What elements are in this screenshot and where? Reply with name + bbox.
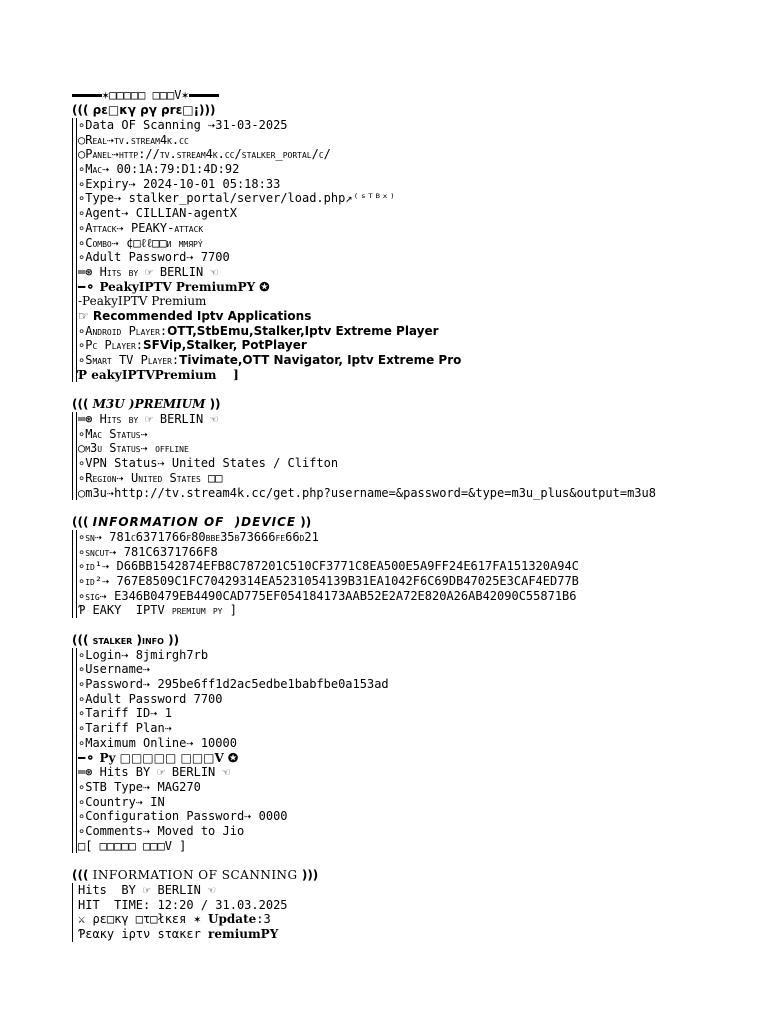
- configuration-password: ∘Configuration Password⇢ 0000: [78, 809, 288, 824]
- agent: ∘Agent⇢ CILLIAN-agentX: [78, 206, 237, 221]
- banner-bar-right: [189, 94, 219, 97]
- maximum-online: ∘Maximum Online⇢ 10000: [78, 735, 237, 750]
- device-id-1: ∘id¹⇢ D66BB1542874EFB8C787201C510CF3771C8EA500E5A9FF24E617FA151320A94C: [78, 559, 579, 574]
- section-3-block: [72, 530, 762, 618]
- region: ∘Region⇢ United States □□: [78, 470, 223, 485]
- section-title-3: ((( INFORMATION OF )DEVICE )): [72, 514, 312, 529]
- pc-player-value: SFVip,Stalker, PotPlayer: [143, 338, 307, 353]
- password: ∘Password⇢ 295be6ff1d2ac5edbe1babfbe0a153ad: [78, 677, 389, 692]
- section-1-block: [72, 118, 762, 382]
- android-player-line: [78, 324, 762, 339]
- android-player-label: ∘Android Player:: [78, 323, 168, 338]
- m3u-url: ○m3u⇢http://tv.stream4k.cc/get.php?username=&password=&type=m3u_plus&output=m3u8: [78, 485, 656, 500]
- serial-cut: ∘sncut⇢ 781C6371766F8: [78, 544, 218, 559]
- section-title-1: ((( ρε□κγ ργ ρrε□¡))): [72, 103, 216, 117]
- hits-by: ═⊛ Hits BY ☞ BERLIN ☜: [78, 765, 230, 780]
- android-player-value: OTT,StbEmu,Stalker,Iptv Extreme Player: [167, 323, 439, 338]
- mac-address: ∘Mac⇢ 00:1A:79:D1:4D:92: [78, 162, 240, 177]
- pc-player-line: [78, 338, 762, 353]
- smart-tv-player-line: [78, 353, 762, 368]
- signature: ∘sig⇢ E346B0479EB4490CAD775EF054184173AAB52E2A72E820A26AB42090C55871B6: [78, 588, 577, 603]
- login: ∘Login⇢ 8jmirgh7rb: [78, 647, 209, 662]
- banner-bar-left: [72, 94, 102, 97]
- premium-star-line: ━⚬ PeakyIPTV PremiumPY ✪: [78, 279, 270, 294]
- smart-tv-player-value: Tivimate,OTT Navigator, Iptv Extreme Pro: [179, 353, 462, 367]
- attack: ∘Attack⇢ PEAKY-attack: [78, 220, 204, 235]
- serial-number: ∘sn⇢ 781c6371766f80bbe35b73666fe66d21: [78, 529, 319, 544]
- combo: ∘Combo⇢ ¢□ℓℓ□□и мμяρý: [78, 235, 203, 250]
- section-5-block: [72, 883, 762, 942]
- iptv-scan-document: [72, 88, 762, 942]
- hits-by: ═⊛ Hits by ☞ BERLIN ☜: [78, 412, 218, 427]
- section-5-footer: Ƥεακу іρτν sτακεr remiumPY: [78, 927, 279, 942]
- section-4-block: [72, 648, 762, 854]
- stb-type: ∘STB Type⇢ MAG270: [78, 779, 201, 794]
- section-2-block: [72, 412, 762, 500]
- section-4-footer: □[ □□□□□ □□□V ]: [78, 838, 187, 853]
- expiry-date: ∘Expiry⇢ 2024-10-01 05:18:33: [78, 176, 281, 191]
- section-3-footer: Ƥ EAKY IPTV premium py ]: [78, 603, 237, 618]
- hits-by: Hits BY ☞ BERLIN ☜: [78, 883, 216, 897]
- adult-password: ∘Adult Password⇢ 7700: [78, 250, 230, 265]
- portal-type: ∘Type⇢ stalker_portal/server/load.php↗⁽ˢᵀᴮˣ⁾: [78, 191, 396, 206]
- premium-line: -PeakyIPTV Premium: [78, 294, 207, 309]
- hit-time: HIT TIME: 12:20 / 31.03.2025: [78, 897, 288, 912]
- hits-by: ═⊛ Hits by ☞ BERLIN ☜: [78, 264, 218, 279]
- vpn-status: ∘VPN Status⇢ United States / Clifton: [78, 456, 339, 471]
- m3u-status: ○m3u Status⇢ offline: [78, 441, 189, 456]
- section-1-footer: Ƥ eakyIPTVPremium ]: [78, 367, 239, 382]
- update-label: Update: [208, 912, 257, 927]
- section-title-2: ((( M3U )PREMIUM )): [72, 397, 221, 412]
- username: ∘Username⇢: [78, 662, 151, 677]
- update-line: ⚔ ρε□κγ □τ□łκεя ✶ Update:3: [78, 912, 271, 927]
- banner-line: [72, 88, 762, 103]
- recommended-apps-heading: ☞ Recommended Iptv Applications: [78, 308, 312, 323]
- pc-player-label: ∘Pc Player:: [78, 338, 144, 353]
- py-line: ━⚬ Py □□□□□ □□□V ✪: [78, 750, 239, 765]
- banner-text: ✶□□□□□ □□□V✶: [102, 88, 189, 102]
- mac-status: ∘Mac Status⇢: [78, 426, 148, 441]
- country: ∘Country⇢ IN: [78, 794, 165, 809]
- update-value: :3: [256, 912, 271, 927]
- panel-url: ○Panel⇢http://tv.stream4k.cc/stalker_portal/c/: [78, 147, 331, 162]
- tariff-id: ∘Tariff ID⇢ 1: [78, 706, 172, 721]
- smart-tv-player-label: ∘Smart TV Player:: [78, 353, 180, 367]
- section-title-2-text: M3U )PREMIUM: [92, 397, 206, 412]
- tariff-plan: ∘Tariff Plan⇢: [78, 721, 172, 736]
- comments: ∘Comments⇢ Moved to Jio: [78, 823, 245, 838]
- adult-password: ∘Adult Password 7700: [78, 691, 223, 706]
- section-title-4: ((( stalker )info )): [72, 632, 180, 647]
- data-of-scanning: ∘Data OF Scanning ⇢31-03-2025: [78, 118, 288, 132]
- real-host: ○Real⇢tv.stream4k.cc: [78, 132, 189, 147]
- section-title-5-text: INFORMATION OF SCANNING: [92, 868, 298, 882]
- section-title-5: ((( INFORMATION OF SCANNING ))): [72, 868, 319, 882]
- section-title-3-text: INFORMATION OF )DEVICE: [92, 514, 297, 529]
- device-id-2: ∘id²⇢ 767E8509C1FC70429314EA5231054139B31EA1042F6C69DB47025E3CAF4ED77B: [78, 573, 579, 588]
